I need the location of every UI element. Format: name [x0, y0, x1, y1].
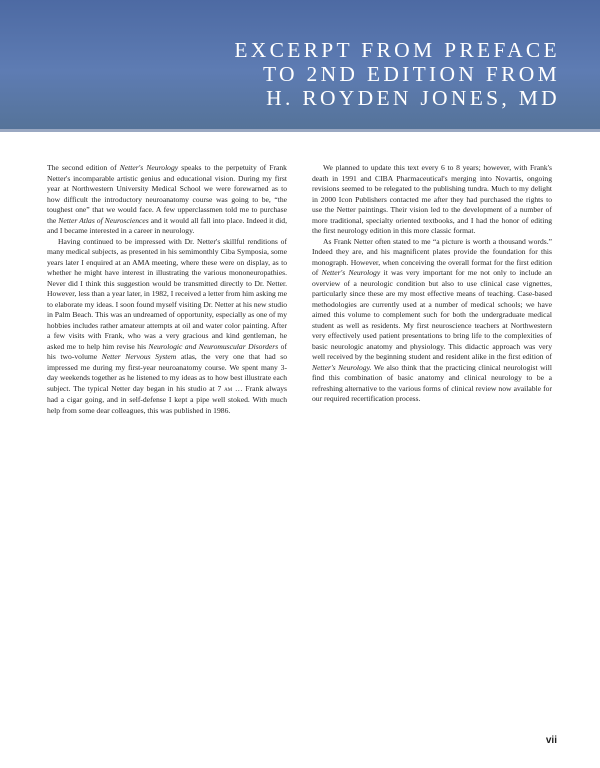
text-run: speaks to the perpetuity of Frank Netter's incomparable artistic genius and educational vision. During my first year at Northwestern University Medical School we were forewarned as to how difficult the introductory neuroanatomy course was going to be, “the toughest one” that we would face. A few upperclassmen told me to purchase the: [47, 163, 287, 225]
text-run: … Frank always had a cigar going, and in self-defense I kept a pipe well stoked. With much help from some dear colleagues, this was published in 1986.: [47, 383, 287, 415]
left-column: [47, 163, 287, 416]
paragraph: [47, 237, 287, 417]
header-divider: [0, 129, 600, 132]
title-line-2: TO 2ND EDITION FROM: [262, 62, 560, 86]
page-number: vii: [545, 735, 557, 746]
title-line-1: EXCERPT FROM PREFACE: [234, 38, 560, 62]
book-title: Neurologic and Neuromuscular Disorders: [148, 341, 279, 351]
text-run: Having continued to be impressed with Dr. Netter's skillful renditions of many medical subjects, as presented in his semimonthly Ciba Symposia, some years later I enquired at an AMA meeting, where these were on display, as to whether he might have interest in illustrating the various mononeuropathies. Never did I think this suggestion would be transmitted directly to Dr. Netter. However, less than a year later, in 1982, I received a letter from him asking me to elaborate my ideas. I soon found myself visiting Dr. Netter at his new studio in Palm Beach. This was an undreamed of opportunity, especially as one of my hobbies includes rather amateur attempts at oil and water color painting. After a few visits with Frank, who was a very gracious and kind gentleman, he asked me to help him revise his: [47, 236, 287, 351]
text-run: it was very important for me not only to include an overview of a neurologic condition but also to use clinical case vignettes, particularly since these are my most effective means of teaching. Case-based methodologies are currently used at a number of medical schools; we have aimed this volume to complement such for both the undergraduate medical student as well as residents. My first neuroscience teachers at Northwestern very effectively used patient presentations to bring life to the complexities of basic neurologic anatomy and physiology. This didactic approach was very well received by the beginning student and resident alike in the first edition of: [312, 268, 552, 361]
book-title: Netter's Neurology: [321, 268, 381, 277]
text-run: As Frank Netter often stated to me “a picture is worth a thousand words.” Indeed they are, and his magnificent plates provide the foundation for this monograph. However, when conceiving the overall format for the first edition of: [312, 236, 552, 277]
right-column: [312, 163, 552, 405]
time-marker: am: [224, 385, 233, 393]
book-title: Netter Nervous System: [101, 352, 177, 361]
paragraph: [312, 237, 552, 405]
text-run: We also think that the practicing clinical neurologist will find this combination of basic anatomy and clinical neurology to be a refreshing alternative to the various forms of clinical review now available for our required recertification process.: [312, 362, 552, 403]
book-title: Netter's Neurology.: [312, 362, 372, 372]
text-run: and it would all fall into place. Indeed it did, and I became interested in a career in neurology.: [47, 215, 287, 235]
paragraph: [47, 163, 287, 237]
book-title: Netter Atlas of Neurosciences: [58, 215, 149, 225]
text-run: atlas, the very one that had so impressed me during my first-year neuroanatomy course. We spent many 3-day weekends together as he listened to my ideas as to how best illustrate each subject. The typical Netter day began in his studio at 7: [47, 352, 287, 393]
text-run: of his two-volume: [47, 341, 287, 361]
book-title: Netter's Neurology: [119, 163, 179, 172]
title-line-3: H. ROYDEN JONES, MD: [266, 86, 560, 110]
paragraph: We planned to update this text every 6 to 8 years; however, with Frank's death in 1991 and CIBA Pharmaceutical's merging into Novartis, ongoing revisions seemed to be relegated to the publishing tundra. Much to my delight in 2000 Icon Publishers contacted me after they had purchased the rights to use the Netter paintings. Their vision led to the development of a number of more traditional, specialty oriented textbooks, and I had the honor of editing the first neurology edition in this more classic format.: [312, 163, 552, 235]
page-title: [234, 38, 560, 110]
text-run: The second edition of: [47, 163, 120, 172]
